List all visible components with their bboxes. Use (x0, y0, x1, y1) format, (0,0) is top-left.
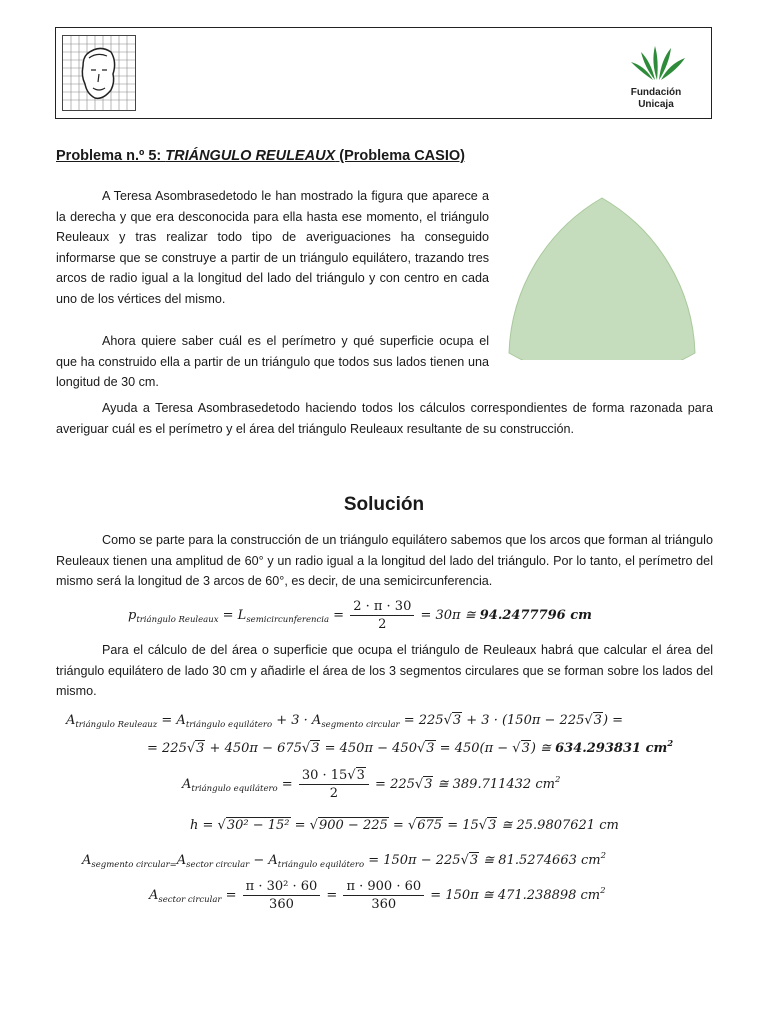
segment-area-equation: $A_{segmento circular=}A_{sector circular} - A_{triángulo equilátero} = 150\pi - 225√3$ ≅ 81.5274663 $cm^2$ (82, 851, 607, 870)
eq5-b-sub: sector circular (186, 860, 250, 870)
eq2-sub-seg: segmento circular (321, 720, 400, 730)
eq2-l1a: = 225 (399, 713, 444, 728)
eq3-sqrt: 3 (424, 777, 433, 792)
p1-text: A Teresa Asombrasedetodo le han mostrado la figura que aparece a la derecha y que era desconocida para ella hasta ese momento, el triángulo Reuleaux y tras realizar todo tipo de averiguaciones ha conseguido informarse que se construye a partir de un triángulo equilátero, trazando tres arcos de radio igual a la longitud del lado del triángulo y con centro en cada uno de los vértices del mismo. (56, 189, 489, 306)
eq3-a: A (182, 777, 192, 792)
eq2-a-sub: triángulo Reuleauz (75, 720, 158, 730)
eq3-rest: = 225 (370, 777, 415, 792)
eq4-c: = (388, 818, 408, 833)
solution-paragraph-1 (56, 530, 713, 592)
eq4-d: = 15 (443, 818, 479, 833)
eq3-num-text: 30 · 15 (301, 768, 348, 783)
equilateral-area-equation: $A_{triángulo equilátero}$ = $\frac{30 \cdot 15√3}{2}$ = 225√3 ≅ 389.711432 $cm^2$ (182, 768, 561, 801)
unicaja-leaf-icon (623, 40, 689, 82)
eq3-approx: ≅ 389.711432 cm (433, 777, 555, 792)
eq4-r2: 900 − 225 (318, 818, 388, 833)
eq1-num: 2 · π · 30 (350, 598, 414, 616)
p2-text: Ahora quiere saber cuál es el perímetro y qué superficie ocupa el que ha construido ella a partir de un triángulo que todos sus lados tienen una longitud de 30 cm. (56, 334, 489, 390)
reuleaux-triangle-figure (505, 195, 700, 360)
eq3-eq: = (277, 777, 297, 792)
area-equation-line-2: = 225√3 + 450π − 675√3 = 450π − 450√3 = 450(π − √3) ≅ 634.293831 $cm^2$ (147, 739, 674, 756)
eq1-l-sub: semicircunferencia (246, 615, 330, 625)
eq6-eq: = (221, 888, 241, 903)
perimeter-equation (128, 598, 592, 633)
area-equation-line-1: $A_{triángulo Reuleauz} = A_{triángulo equilátero} + 3 \cdot A_{segmento circular} = 225√3 + 3 \cdot (150\pi - 225√3)$ = (66, 713, 624, 730)
eq5-rest: = 150π − 225 (364, 853, 461, 868)
eq2-eq-a: = A (157, 713, 186, 728)
header-box (55, 27, 712, 119)
eq2-sqrt-e: 3 (426, 741, 435, 756)
eq6-fraction-2 (343, 878, 424, 913)
eq1-den: 2 (378, 617, 387, 632)
eq2-plus: + 3 · A (272, 713, 322, 728)
eq2-l2b: + 450π − 675 (205, 741, 302, 756)
eq3-num: 30 · 15√3 (299, 767, 369, 785)
s1-text: Como se parte para la construcción de un triángulo equilátero sabemos que los arcos que forman al triángulo Reuleaux tienen una amplitud de 60° y un radio igual a la longitud del lado del triángulo. Por lo tanto, el perímetro del mismo será la longitud de 3 arcos de 60°, es decir, de una semicircunferencia. (56, 533, 713, 589)
eq1-result: 94.2477796 cm (479, 608, 592, 623)
eq3-den: 2 (329, 786, 339, 801)
eq5-sqrt: 3 (469, 853, 479, 868)
eq4-r3: 675 (417, 818, 443, 833)
eq2-l1-end: ) = (602, 713, 624, 728)
foundation-name-line2: Unicaja (638, 99, 674, 110)
eq1-fraction (350, 598, 414, 633)
eq2-sqrt-a: 3 (452, 713, 462, 728)
eq5-a-sub: segmento circular= (91, 860, 177, 870)
eq6-den1: 360 (269, 897, 294, 912)
eq6-den2: 360 (371, 897, 397, 912)
height-equation: h = √30² − 15² = √900 − 225 = √675 = 15√3 ≅ 25.9807621 cm (190, 818, 619, 833)
solution-heading: Solución (343, 494, 425, 515)
eq5-b: A (176, 853, 187, 868)
eq2-l2d: = 450(π − (435, 741, 513, 756)
eq2-l1b: + 3 · (150π − 225 (462, 713, 585, 728)
title-prefix: Problema n.º 5: (56, 148, 166, 164)
title-suffix: (Problema CASIO) (335, 148, 465, 164)
eq2-sqrt-b: 3 (593, 713, 602, 728)
problem-paragraph-2 (56, 331, 489, 393)
p3-text: Ayuda a Teresa Asombrasedetodo haciendo todos los cálculos correspondientes de forma razonada para averiguar cuál es el perímetro y el área del triángulo Reuleaux resultante de su construcción. (56, 401, 713, 436)
eq4-approx: ≅ 25.9807621 cm (497, 818, 619, 833)
eq4-sqrt: 3 (488, 818, 497, 833)
eq2-sub-equi: triángulo equilátero (185, 720, 273, 730)
problem-paragraph-1 (56, 186, 489, 310)
eq2-l2c: = 450π − 450 (320, 741, 417, 756)
eq4-a: h = (190, 818, 218, 833)
eq2-result-sup: 2 (667, 739, 674, 749)
eq6-num1: π · 30² · 60 (243, 878, 321, 896)
fundacion-unicaja-logo (623, 40, 689, 110)
eq5-minus: − A (249, 853, 278, 868)
eq2-sqrt-f: 3 (521, 741, 530, 756)
eq6-fraction-1 (243, 878, 321, 913)
eq2-sqrt-d: 3 (311, 741, 320, 756)
eq2-result: 634.293831 cm (555, 741, 668, 756)
eq3-fraction (299, 767, 369, 802)
eq5-sup: 2 (600, 851, 607, 861)
solution-paragraph-2 (56, 640, 713, 702)
eq2-l2a: = 225 (147, 741, 187, 756)
problem-title (56, 148, 465, 164)
eq4-r1: 30² − 15² (226, 818, 290, 833)
eq1-p: p (128, 608, 137, 623)
sector-area-equation (149, 878, 606, 913)
eq2-l2e: ) ≅ (530, 741, 556, 756)
eq1-rest: = 30π ≅ (416, 608, 480, 623)
eq5-c-sub: triángulo equilátero (277, 860, 365, 870)
eq3-sup: 2 (554, 775, 561, 785)
eq6-num2: π · 900 · 60 (343, 878, 424, 896)
archimedes-logo (62, 35, 136, 111)
eq2-a: A (66, 713, 76, 728)
eq1-eq: = (329, 608, 349, 623)
foundation-name-line1: Fundación (630, 87, 682, 98)
eq6-rest: = 150π ≅ 471.238898 cm (426, 888, 601, 903)
eq6-sup: 2 (600, 886, 606, 896)
eq3-sqrt-num: 3 (356, 768, 365, 783)
title-italic: TRIÁNGULO REULEAUX (165, 148, 336, 164)
eq1-p-sub: triángulo Reuleaux (136, 615, 219, 625)
eq1-l: = L (218, 608, 247, 623)
eq5-approx: ≅ 81.5274663 cm (479, 853, 601, 868)
eq6-a-sub: sector circular (158, 895, 222, 905)
eq6-eq-2: = (322, 888, 342, 903)
eq6-a: A (149, 888, 159, 903)
eq2-sqrt-c: 3 (196, 741, 205, 756)
eq3-a-sub: triángulo equilátero (191, 784, 278, 794)
eq5-a: A (82, 853, 92, 868)
s2-text: Para el cálculo de del área o superficie que ocupa el triángulo de Reuleaux habrá que calcular el área del triángulo equilátero de lado 30 cm y añadirle el área de los 3 segmentos circulares que se forman sobre los lados del mismo. (56, 643, 713, 699)
eq4-b: = (290, 818, 310, 833)
problem-paragraph-3 (56, 398, 713, 439)
